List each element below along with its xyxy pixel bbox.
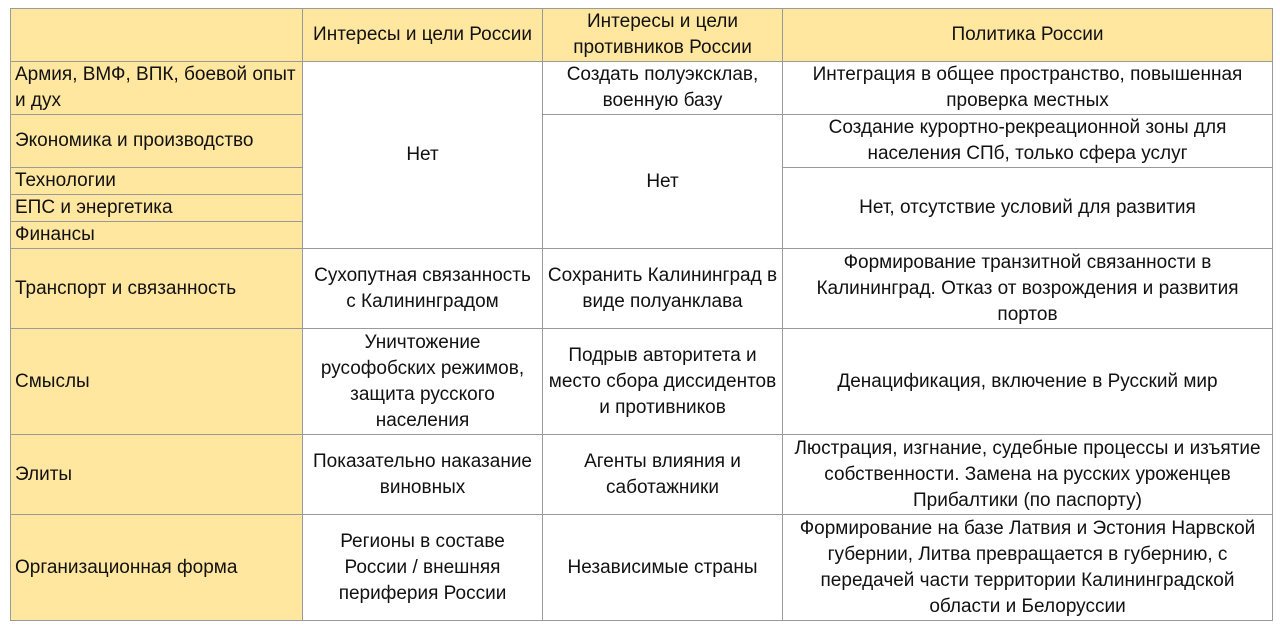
cell-org-russia: Регионы в составе России / внешняя периферия России — [303, 515, 543, 621]
cell-elites-russia: Показательно наказание виновных — [303, 435, 543, 515]
table-row-meanings — [11, 329, 1273, 435]
cell-org-opponents: Независимые страны — [543, 515, 783, 621]
cell-opponents-no: Нет — [543, 115, 783, 249]
row-label-transport: Транспорт и связанность — [11, 249, 303, 329]
row-label-meanings: Смыслы — [11, 329, 303, 435]
row-label-economy: Экономика и производство — [11, 115, 303, 168]
row-label-army: Армия, ВМФ, ВПК, боевой опыт и дух — [11, 62, 303, 115]
cell-elites-opponents: Агенты влияния и саботажники — [543, 435, 783, 515]
cell-transport-opponents: Сохранить Калининград в виде полуанклава — [543, 249, 783, 329]
header-corner — [11, 9, 303, 62]
cell-russia-no: Нет — [303, 62, 543, 249]
cell-economy-policy: Создание курортно-рекреационной зоны для населения СПб, только сфера услуг — [783, 115, 1273, 168]
cell-army-policy: Интеграция в общее пространство, повышенная проверка местных — [783, 62, 1273, 115]
header-row — [11, 9, 1273, 62]
cell-org-policy: Формирование на базе Латвия и Эстония Нарвской губернии, Литва превращается в губернию, с передачей части территории Калининградской области и Белоруссии — [783, 515, 1273, 621]
table-row-army — [11, 62, 1273, 115]
table-row-economy — [11, 115, 1273, 168]
cell-meanings-policy: Денацификация, включение в Русский мир — [783, 329, 1273, 435]
row-label-energy: ЕПС и энергетика — [11, 195, 303, 222]
cell-elites-policy: Люстрация, изгнание, судебные процессы и изъятие собственности. Замена на русских уроженцев Прибалтики (по паспорту) — [783, 435, 1273, 515]
cell-meanings-opponents: Подрыв авторитета и место сбора диссидентов и противников — [543, 329, 783, 435]
row-label-tech: Технологии — [11, 168, 303, 195]
table-row-transport — [11, 249, 1273, 329]
header-russia-policy: Политика России — [783, 9, 1273, 62]
row-label-elites: Элиты — [11, 435, 303, 515]
policy-table — [10, 8, 1273, 621]
cell-transport-russia: Сухопутная связанность с Калининградом — [303, 249, 543, 329]
table-row-elites — [11, 435, 1273, 515]
cell-transport-policy: Формирование транзитной связанности в Калининград. Отказ от возрождения и развития портов — [783, 249, 1273, 329]
cell-army-opponents: Создать полуэксклав, военную базу — [543, 62, 783, 115]
table-row-org — [11, 515, 1273, 621]
header-opponents-interests: Интересы и цели противников России — [543, 9, 783, 62]
cell-meanings-russia: Уничтожение русофобских режимов, защита русского населения — [303, 329, 543, 435]
row-label-org: Организационная форма — [11, 515, 303, 621]
cell-policy-no: Нет, отсутствие условий для развития — [783, 168, 1273, 249]
header-russia-interests: Интересы и цели России — [303, 9, 543, 62]
row-label-finance: Финансы — [11, 222, 303, 249]
